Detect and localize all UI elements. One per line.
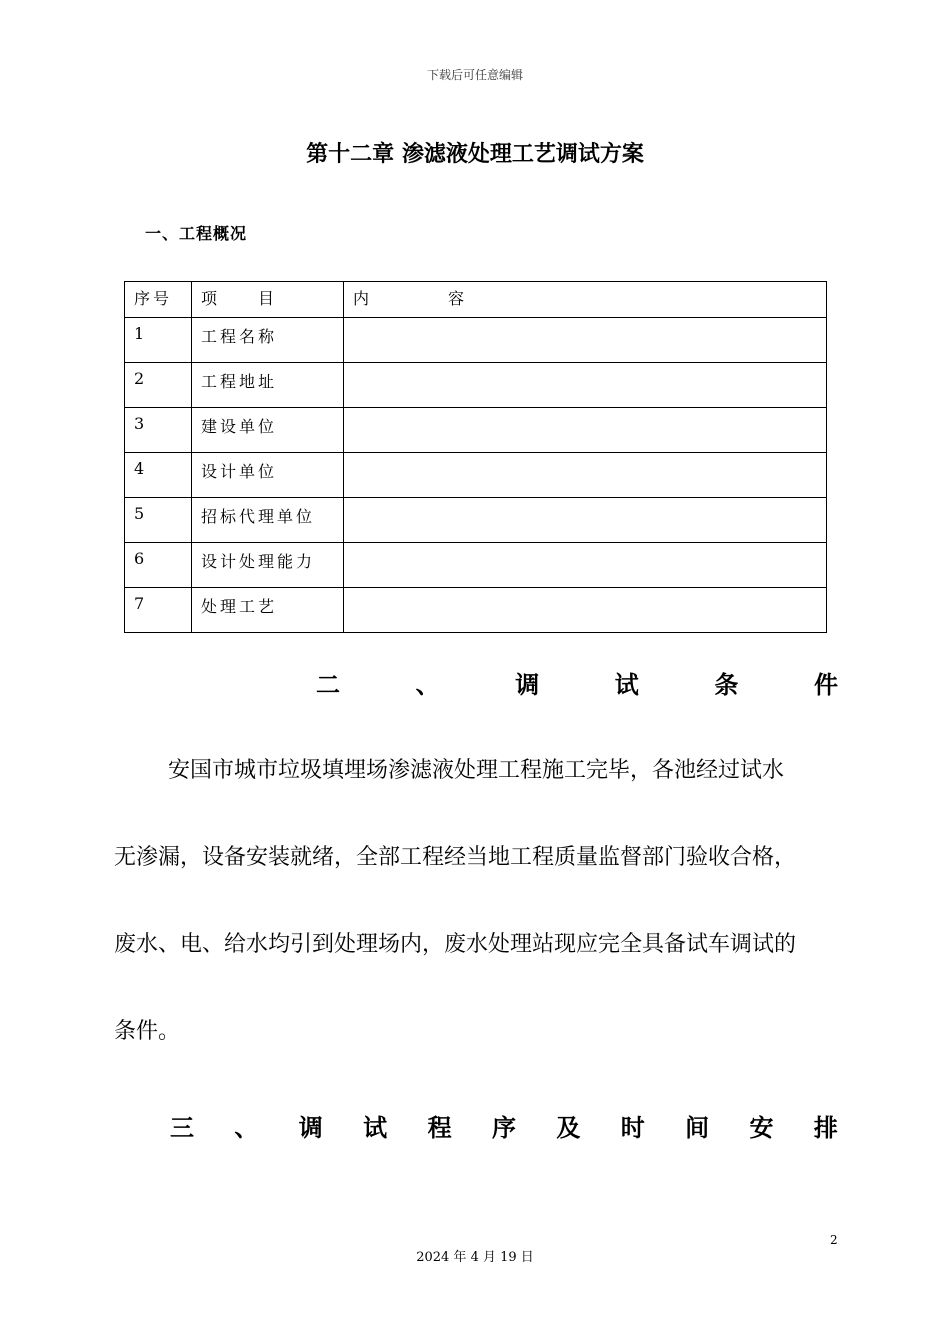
header-note: 下载后可任意编辑 [426, 68, 523, 82]
table-row [125, 498, 827, 543]
heading-char: 、 [234, 1114, 259, 1142]
table-row [125, 318, 827, 363]
cell-content[interactable] [344, 318, 827, 363]
cell-content[interactable] [344, 408, 827, 453]
table-row [125, 408, 827, 453]
cell-item: 设计单位 [192, 453, 344, 498]
cell-item: 设计处理能力 [192, 543, 344, 588]
cell-item: 工程地址 [192, 363, 344, 408]
heading-char: 时 [620, 1114, 645, 1142]
table-row [125, 453, 827, 498]
footer-date: 2024 年 4 月 19 日 [416, 1250, 534, 1265]
heading-char: 序 [491, 1114, 516, 1142]
heading-char: 试 [614, 671, 639, 699]
cell-item: 招标代理单位 [192, 498, 344, 543]
cell-no: 1 [125, 318, 192, 363]
heading-char: 二 [316, 671, 340, 699]
cell-no: 7 [125, 588, 192, 633]
heading-char: 调 [515, 671, 540, 699]
header-cell-content: 内 容 [344, 282, 827, 318]
cell-no: 2 [125, 363, 192, 408]
heading-char: 试 [363, 1114, 388, 1142]
table-row [125, 588, 827, 633]
table-row [125, 543, 827, 588]
cell-content[interactable] [344, 498, 827, 543]
cell-content[interactable] [344, 588, 827, 633]
heading-char: 调 [298, 1114, 323, 1142]
heading-char: 、 [415, 671, 440, 699]
section-heading-conditions [316, 665, 838, 700]
cell-content[interactable] [344, 453, 827, 498]
cell-content[interactable] [344, 363, 827, 408]
header-cell-item: 项 目 [192, 282, 344, 318]
cell-content[interactable] [344, 543, 827, 588]
page-number: 2 [830, 1233, 838, 1247]
cell-no: 4 [125, 453, 192, 498]
cell-item: 处理工艺 [192, 588, 344, 633]
cell-no: 5 [125, 498, 192, 543]
heading-char: 条 [714, 671, 739, 699]
heading-char: 及 [556, 1114, 581, 1142]
section-heading-schedule [170, 1108, 838, 1143]
paragraph-line: 条件。 [114, 1019, 181, 1044]
heading-char: 三 [170, 1114, 194, 1142]
table-row [125, 363, 827, 408]
cell-item: 工程名称 [192, 318, 344, 363]
project-overview-table [124, 281, 827, 633]
cell-no: 6 [125, 543, 192, 588]
section-heading-overview: 一、工程概况 [145, 224, 248, 243]
paragraph-line: 安国市城市垃圾填埋场渗滤液处理工程施工完毕，各池经过试水 [168, 758, 785, 783]
paragraph-line: 无渗漏，设备安装就绪，全部工程经当地工程质量监督部门验收合格， [114, 845, 797, 870]
conditions-paragraph [114, 727, 838, 1075]
paragraph-line: 废水、电、给水均引到处理场内，废水处理站现应完全具备试车调试的 [114, 932, 797, 957]
table-header-row [125, 282, 827, 318]
cell-no: 3 [125, 408, 192, 453]
header-cell-no: 序号 [125, 282, 192, 318]
heading-char: 安 [749, 1114, 774, 1142]
chapter-title: 第十二章 渗滤液处理工艺调试方案 [306, 142, 644, 167]
heading-char: 程 [427, 1114, 452, 1142]
heading-char: 排 [813, 1114, 838, 1142]
cell-item: 建设单位 [192, 408, 344, 453]
heading-char: 间 [685, 1114, 710, 1142]
heading-char: 件 [813, 671, 838, 699]
